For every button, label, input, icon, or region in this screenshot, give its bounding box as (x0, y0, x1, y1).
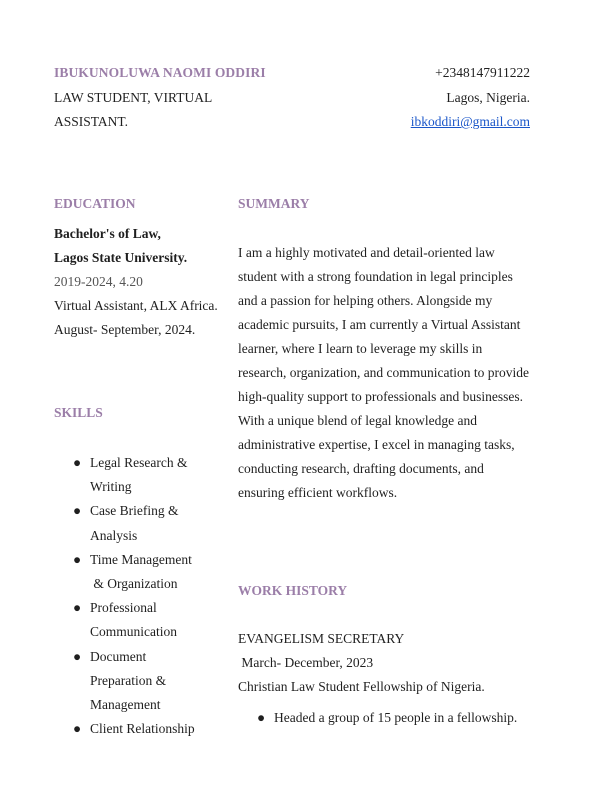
bullet-icon: ● (73, 648, 82, 664)
skills-heading: SKILLS (54, 405, 103, 420)
work-history-heading: WORK HISTORY (238, 583, 348, 598)
work-dates: March- December, 2023 (238, 655, 374, 670)
list-item: ● Legal Research & Writing (54, 451, 234, 499)
bullet-icon: ● (73, 600, 82, 616)
education-school: Lagos State University. (54, 250, 188, 265)
summary-heading: SUMMARY (238, 196, 310, 211)
skills-list (54, 451, 234, 741)
education-heading: EDUCATION (54, 196, 136, 211)
bullet-icon: ● (73, 551, 82, 567)
list-item: ● Headed a group of 15 people in a fellowship. (238, 706, 568, 730)
work-history-entry (238, 627, 568, 699)
summary-text: I am a highly motivated and detail-oriented law student with a strong foundation in legal principles and a passion for helping others. Alongside my academic pursuits, I am currently a Virtual Assistant learner, where I learn to leverage my skills in research, organization, and communication to provide high-quality support to professionals and businesses. With a unique blend of legal knowledge and administrative expertise, I excel in managing tasks, conducting research, drafting documents, and ensuring efficient workflows. (238, 245, 530, 500)
list-item: ● Document Preparation & Management (54, 645, 234, 718)
bullet-icon: ● (257, 710, 266, 725)
job-title-line-2: ASSISTANT. (54, 114, 129, 129)
work-role: EVANGELISM SECRETARY (238, 631, 405, 646)
list-item: ● Case Briefing & Analysis (54, 499, 234, 547)
education-years: 2019-2024, 4.20 (54, 274, 143, 289)
education-section (54, 222, 234, 342)
list-item: ● Professional Communication (54, 596, 234, 644)
education-certificate: Virtual Assistant, ALX Africa. (54, 298, 218, 313)
bullet-icon: ● (73, 721, 82, 737)
bullet-icon: ● (73, 503, 82, 519)
list-item: ● Time Management & Organization (54, 548, 234, 596)
education-certificate-dates: August- September, 2024. (54, 322, 196, 337)
job-title-line-1: LAW STUDENT, VIRTUAL (54, 90, 213, 105)
email-link[interactable]: ibkoddiri@gmail.com (410, 114, 530, 129)
work-organization: Christian Law Student Fellowship of Nigeria. (238, 679, 485, 694)
bullet-icon: ● (73, 455, 82, 470)
work-duties-list (238, 706, 568, 730)
list-item: ● Client Relationship (54, 717, 234, 741)
education-degree: Bachelor's of Law, (54, 226, 161, 241)
location: Lagos, Nigeria. (446, 90, 530, 105)
candidate-name: IBUKUNOLUWA NAOMI ODDIRI (54, 65, 266, 80)
phone-number: +2348147911222 (435, 65, 530, 80)
